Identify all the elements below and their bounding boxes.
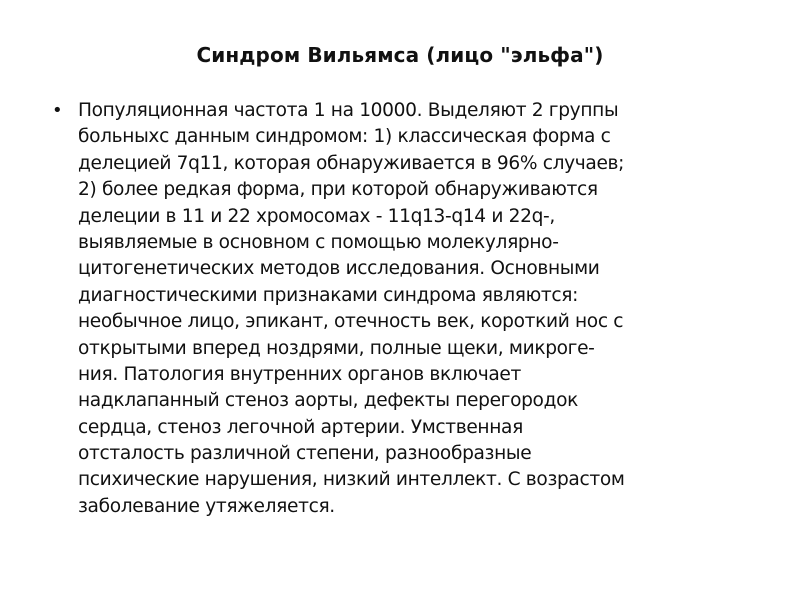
- text-line: цитогенетических методов исследования. Основными: [78, 258, 600, 280]
- text-line: надклапанный стеноз аорты, дефекты перегородок: [78, 390, 578, 412]
- slide-title: Синдром Вильямса (лицо "эльфа"): [196, 43, 604, 67]
- text-line: заболевание утяжеляется.: [78, 495, 335, 517]
- text-line: выявляемые в основном с помощью молекулярно-: [78, 231, 559, 253]
- text-line: больныхс данным синдромом: 1) классическая форма с: [78, 126, 611, 148]
- text-line: делеции в 11 и 22 хромосомах - 11q13-q14 и 22q-,: [78, 205, 555, 227]
- bullet-icon: •: [52, 100, 63, 121]
- text-line: психические нарушения, низкий интеллект. С возрастом: [78, 469, 625, 491]
- text-line: Популяционная частота 1 на 10000. Выделяют 2 группы: [78, 100, 619, 121]
- slide-content: [48, 98, 758, 520]
- text-line: сердца, стеноз легочной артерии. Умственная: [78, 416, 523, 438]
- text-line: ния. Патология внутренних органов включает: [78, 363, 521, 385]
- text-line: отсталость различной степени, разнообразные: [78, 443, 532, 465]
- bullet-item: [48, 98, 758, 520]
- text-line: открытыми вперед ноздрями, полные щеки, микроге-: [78, 337, 595, 359]
- text-line: необычное лицо, эпикант, отечность век, короткий нос с: [78, 311, 624, 333]
- text-line: делецией 7q11, которая обнаруживается в 96% случаев;: [78, 152, 625, 174]
- bullet-text: [78, 98, 758, 520]
- text-line: диагностическими признаками синдрома являются:: [78, 284, 578, 306]
- text-line: 2) более редкая форма, при которой обнаруживаются: [78, 179, 598, 201]
